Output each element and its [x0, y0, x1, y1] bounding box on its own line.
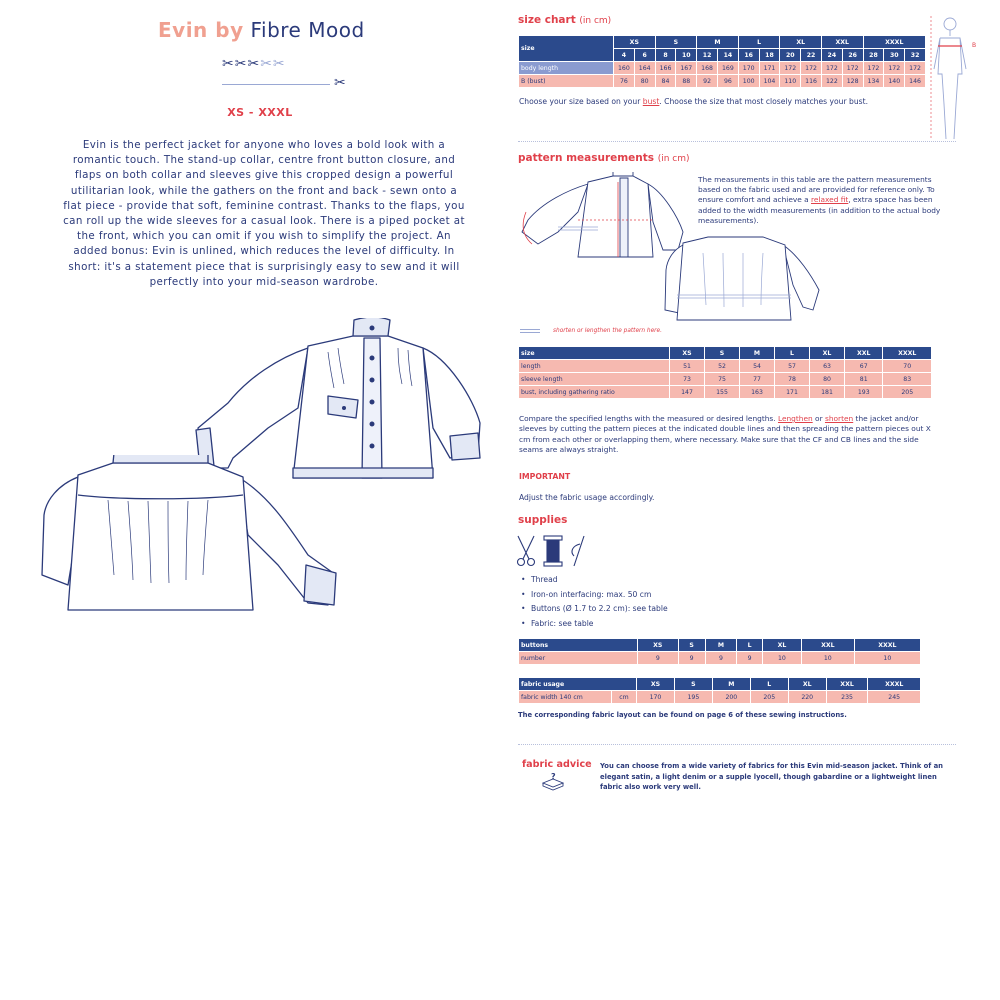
cell: 172	[780, 62, 801, 75]
cell: 163	[740, 386, 775, 399]
fabric-size: XXXL	[868, 678, 921, 691]
compare-text-part: or	[812, 414, 825, 423]
pattern-header: XL	[810, 347, 845, 360]
thread-spool-icon	[544, 536, 562, 566]
cell: 10	[854, 652, 920, 665]
buttons-header: buttons	[519, 639, 638, 652]
sub-size: 26	[842, 49, 863, 62]
supplies-icons	[516, 534, 588, 568]
scissors-decoration	[222, 56, 286, 72]
cell: 181	[810, 386, 845, 399]
cell: 9	[737, 652, 763, 665]
row-label: length	[519, 360, 670, 373]
pattern-header: M	[740, 347, 775, 360]
list-item: • Thread	[531, 575, 668, 584]
relaxed-fit-link: relaxed fit	[811, 195, 849, 205]
brand-logo	[158, 18, 398, 42]
note-text: Choose your size based on your	[519, 97, 643, 106]
cell: 10	[801, 652, 854, 665]
brand-fibre-mood: Fibre Mood	[250, 18, 365, 42]
cell: 9	[678, 652, 705, 665]
pattern-header: XXXL	[883, 347, 932, 360]
figure-label: B	[972, 42, 977, 49]
row-label: B (bust)	[519, 75, 614, 88]
list-item: • Buttons (Ø 1.7 to 2.2 cm): see table	[531, 604, 668, 613]
table-row	[519, 360, 932, 373]
cell: 77	[740, 373, 775, 386]
pattern-header: XS	[670, 347, 705, 360]
sub-size: 32	[905, 49, 926, 62]
cell: 78	[775, 373, 810, 386]
size-chart-title-text: size chart	[518, 14, 576, 26]
fabric-size: M	[712, 678, 750, 691]
row-label: number	[519, 652, 638, 665]
cell: 169	[717, 62, 738, 75]
cell: 172	[905, 62, 926, 75]
pattern-back-diagram	[663, 235, 823, 325]
size-chart-header: XL	[780, 36, 822, 49]
cell: 171	[775, 386, 810, 399]
row-label: body length	[519, 62, 614, 75]
cell: 235	[826, 691, 868, 704]
body-figure-illustration	[928, 14, 988, 144]
cell: 9	[638, 652, 679, 665]
scissor-icon: ✂	[334, 75, 346, 91]
cell: 220	[788, 691, 826, 704]
divider	[518, 141, 956, 142]
brand-evin: Evin by	[158, 18, 244, 42]
cell: 110	[780, 75, 801, 88]
cell: 172	[842, 62, 863, 75]
fabric-advice-title: fabric advice	[522, 759, 592, 770]
cell: 170	[637, 691, 675, 704]
legend-text: shorten or lengthen the pattern here.	[553, 328, 662, 334]
fabric-size: XL	[788, 678, 826, 691]
cell: 140	[884, 75, 905, 88]
cell: 195	[674, 691, 712, 704]
table-row	[519, 386, 932, 399]
cell: 172	[884, 62, 905, 75]
fabric-size: XXL	[826, 678, 868, 691]
cell: 168	[697, 62, 718, 75]
cell: 200	[712, 691, 750, 704]
sub-size: 20	[780, 49, 801, 62]
cell: 104	[759, 75, 780, 88]
compare-text	[519, 414, 939, 455]
shorten-link: shorten	[824, 414, 854, 423]
buttons-size: M	[705, 639, 737, 652]
cell: 171	[759, 62, 780, 75]
cell: 73	[670, 373, 705, 386]
supplies-title: supplies	[518, 514, 568, 526]
cell: 155	[705, 386, 740, 399]
sub-size: 30	[884, 49, 905, 62]
table-row	[519, 75, 926, 88]
row-unit: cm	[612, 691, 637, 704]
cell: 167	[676, 62, 697, 75]
important-title: IMPORTANT	[519, 472, 571, 481]
sub-size: 10	[676, 49, 697, 62]
lengthen-link: Lengthen	[777, 414, 813, 423]
size-range: XS - XXXL	[227, 106, 293, 119]
sub-size: 4	[614, 49, 635, 62]
fabric-header: fabric usage	[519, 678, 637, 691]
buttons-table	[518, 638, 921, 665]
pattern-header: S	[705, 347, 740, 360]
note-text: . Choose the size that most closely matches your bust.	[659, 97, 868, 106]
size-chart-corner: size	[519, 36, 614, 62]
needle-icon	[572, 536, 584, 566]
cell: 88	[676, 75, 697, 88]
buttons-size: XXXL	[854, 639, 920, 652]
cell: 166	[655, 62, 676, 75]
sub-size: 22	[801, 49, 822, 62]
compare-text-part: Compare the specified lengths with the measured or desired lengths.	[519, 414, 778, 423]
cell: 70	[883, 360, 932, 373]
cell: 80	[634, 75, 655, 88]
cell: 67	[845, 360, 883, 373]
row-label: sleeve length	[519, 373, 670, 386]
table-row	[519, 652, 921, 665]
cell: 205	[750, 691, 788, 704]
cell: 63	[810, 360, 845, 373]
double-line-icon	[520, 329, 540, 333]
sub-size: 12	[697, 49, 718, 62]
scissors-icon: ✂✂✂	[222, 56, 261, 72]
size-chart-unit: (in cm)	[579, 16, 612, 26]
note-link: bust	[642, 97, 660, 106]
pattern-table	[518, 346, 932, 399]
cell: 84	[655, 75, 676, 88]
row-label: bust, including gathering ratio	[519, 386, 670, 399]
cell: 164	[634, 62, 655, 75]
fabric-size: XS	[637, 678, 675, 691]
cell: 80	[810, 373, 845, 386]
pattern-desc-text: , extra space has been added to the width measurements (in addition to the actual body measurements).	[698, 195, 941, 225]
table-row	[519, 62, 926, 75]
fabric-swatch-icon	[540, 771, 566, 791]
cell: 83	[883, 373, 932, 386]
buttons-size: XL	[762, 639, 801, 652]
buttons-size: S	[678, 639, 705, 652]
pattern-header: XXL	[845, 347, 883, 360]
table-row	[519, 691, 921, 704]
pattern-corner: size	[519, 347, 670, 360]
fabric-size: S	[674, 678, 712, 691]
scissors-icon-light: ✂✂	[260, 56, 286, 72]
cell: 52	[705, 360, 740, 373]
fabric-advice-text: You can choose from a wide variety of fabrics for this Evin mid-season jacket. Think of an elegant satin, a light denim or a supple lyocell, though gabardine or a lightweight linen fabric also work very well.	[600, 762, 944, 791]
fabric-size: L	[750, 678, 788, 691]
cell: 10	[762, 652, 801, 665]
sub-size: 8	[655, 49, 676, 62]
sub-size: 16	[738, 49, 759, 62]
cell: 128	[842, 75, 863, 88]
cell: 57	[775, 360, 810, 373]
scissors-icon	[518, 536, 535, 566]
supplies-list	[519, 575, 668, 633]
cell: 245	[868, 691, 921, 704]
sub-size: 14	[717, 49, 738, 62]
svg-text:?: ?	[551, 772, 556, 781]
sub-size: 24	[821, 49, 842, 62]
list-item: • Fabric: see table	[531, 619, 668, 628]
size-chart-header: S	[655, 36, 697, 49]
cut-line	[222, 84, 330, 85]
size-chart-header: XS	[614, 36, 656, 49]
jacket-back-illustration	[38, 455, 343, 620]
row-label: fabric width 140 cm	[519, 691, 612, 704]
sub-size: 6	[634, 49, 655, 62]
cell: 146	[905, 75, 926, 88]
important-text: Adjust the fabric usage accordingly.	[519, 493, 655, 502]
size-chart-table	[518, 35, 926, 88]
buttons-size: L	[737, 639, 763, 652]
table-row	[519, 373, 932, 386]
cell: 147	[670, 386, 705, 399]
cell: 75	[705, 373, 740, 386]
cell: 193	[845, 386, 883, 399]
cell: 116	[801, 75, 822, 88]
buttons-size: XS	[638, 639, 679, 652]
list-item: • Iron-on interfacing: max. 50 cm	[531, 590, 668, 599]
sub-size: 18	[759, 49, 780, 62]
cell: 172	[821, 62, 842, 75]
cell: 76	[614, 75, 635, 88]
size-chart-title	[518, 14, 611, 26]
cell: 92	[697, 75, 718, 88]
cell: 9	[705, 652, 737, 665]
compare-text-part: the jacket and/or sleeves by cutting the pattern pieces at the indicated double lines and then spreading the pattern pieces out X cm from each other or overlapping them, where necessary. Make sure that the CF and CB lines and the side seams are always straight.	[519, 414, 931, 454]
cell: 100	[738, 75, 759, 88]
divider	[518, 744, 956, 745]
pattern-unit: (in cm)	[657, 154, 690, 164]
cell: 96	[717, 75, 738, 88]
buttons-size: XXL	[801, 639, 854, 652]
cell: 172	[801, 62, 822, 75]
cell: 160	[614, 62, 635, 75]
pattern-description	[698, 175, 950, 226]
cell: 81	[845, 373, 883, 386]
cell: 122	[821, 75, 842, 88]
fabric-note: The corresponding fabric layout can be found on page 6 of these sewing instructions.	[518, 711, 847, 719]
cell: 172	[863, 62, 884, 75]
cell: 134	[863, 75, 884, 88]
size-chart-header: XXXL	[863, 36, 925, 49]
pattern-title-text: pattern measurements	[518, 152, 655, 164]
cell: 205	[883, 386, 932, 399]
cell: 51	[670, 360, 705, 373]
size-chart-header: L	[738, 36, 780, 49]
sub-size: 28	[863, 49, 884, 62]
cell: 54	[740, 360, 775, 373]
cell: 170	[738, 62, 759, 75]
intro-text: Evin is the perfect jacket for anyone who loves a bold look with a romantic touch. The stand-up collar, centre front button closure, and flaps on both collar and sleeves give this cropped design a powerful utilitarian look, while the gathers on the front and back - sewn onto a flat piece - provide that soft, feminine contrast. Thanks to the flaps, you can roll up the wide sleeves for a casual look. There is a piped pocket at the front, which you can omit if you wish to simplify the project. An added bonus: Evin is unlined, which reduces the level of difficulty. In short: it's a statement piece that is surprisingly easy to sew and it will perfectly into your mid-season wardrobe.	[63, 139, 465, 288]
pattern-desc-text: The measurements in this table are the pattern measurements based on the fabric used and are provided for reference only. To ensure comfort and achieve a	[698, 175, 935, 205]
pattern-title	[518, 152, 690, 164]
size-chart-header: XXL	[821, 36, 863, 49]
size-chart-note	[519, 97, 919, 108]
fabric-table	[518, 677, 921, 704]
size-chart-header: M	[697, 36, 739, 49]
pattern-header: L	[775, 347, 810, 360]
